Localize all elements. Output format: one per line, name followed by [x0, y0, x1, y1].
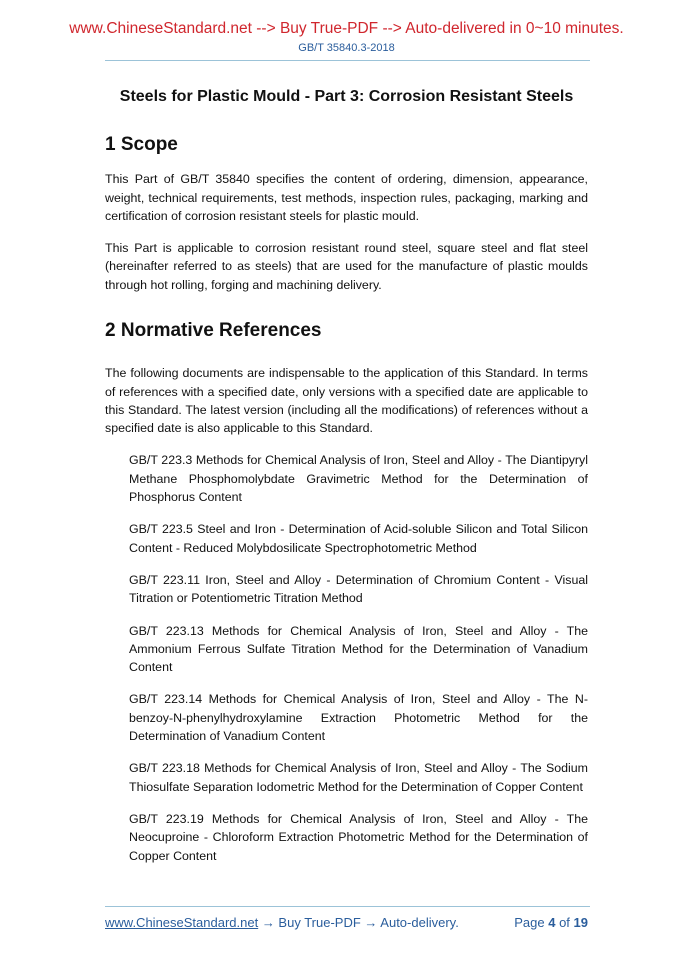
header-divider	[105, 60, 590, 61]
reference-item: GB/T 223.19 Methods for Chemical Analysis of Iron, Steel and Alloy - The Neocuproine - Chloroform Extraction Photometric Method for the Determination of Copper Content	[129, 811, 588, 863]
section-heading: 1 Scope	[105, 134, 178, 155]
footer	[105, 915, 588, 930]
footer-text: → Buy True-PDF → Auto-delivery.	[258, 915, 459, 930]
paragraph: This Part is applicable to corrosion resistant round steel, square steel and flat steel (hereinafter referred to as steels) that are used for the manufacture of plastic moulds through hot rolling, forging and machining delivery.	[105, 241, 588, 292]
section-normative-references	[105, 322, 588, 879]
of-word: of	[559, 915, 570, 930]
header-standard-code: GB/T 35840.3-2018	[298, 42, 395, 54]
reference-item: GB/T 223.14 Methods for Chemical Analysis of Iron, Steel and Alloy - The N-benzoy-N-phenylhydroxylamine Extraction Photometric Method for the Determination of Vanadium Content	[129, 692, 588, 744]
footer-link[interactable]: www.ChineseStandard.net	[105, 915, 259, 930]
document-title: Steels for Plastic Mould - Part 3: Corrosion Resistant Steels	[119, 88, 574, 105]
footer-divider	[105, 906, 590, 907]
page-word: Page	[514, 915, 545, 930]
page-indicator	[514, 915, 588, 930]
section-heading: 2 Normative References	[105, 320, 322, 341]
reference-item: GB/T 223.13 Methods for Chemical Analysis of Iron, Steel and Alloy - The Ammonium Ferrous Sulfate Titration Method for the Determination of Vanadium Content	[129, 623, 588, 675]
paragraph: The following documents are indispensable to the application of this Standard. In terms of references with a specified date, only versions with a specified date are applicable to this Standard. The latest version (including all the modifications) of references without a specified date is also applicable to this Standard.	[105, 366, 588, 436]
current-page: 4	[548, 915, 556, 930]
reference-item: GB/T 223.11 Iron, Steel and Alloy - Determination of Chromium Content - Visual Titration or Potentiometric Titration Method	[129, 572, 588, 606]
reference-item: GB/T 223.18 Methods for Chemical Analysis of Iron, Steel and Alloy - The Sodium Thiosulfate Separation Iodometric Method for the Determination of Copper Content	[129, 761, 588, 794]
paragraph: This Part of GB/T 35840 specifies the content of ordering, dimension, appearance, weight, technical requirements, test methods, inspection rules, packaging, marking and certification of corrosion resistant steels for plastic mould.	[105, 172, 588, 223]
promo-banner[interactable]: www.ChineseStandard.net --> Buy True-PDF --> Auto-delivered in 0~10 minutes.	[69, 20, 624, 37]
reference-item: GB/T 223.3 Methods for Chemical Analysis of Iron, Steel and Alloy - The Diantipyryl Methane Phosphomolybdate Gravimetric Method for the Determination of Phosphorus Content	[129, 453, 588, 505]
total-pages: 19	[573, 915, 588, 930]
section-scope	[105, 136, 588, 308]
reference-item: GB/T 223.5 Steel and Iron - Determination of Acid-soluble Silicon and Total Silicon Content - Reduced Molybdosilicate Spectrophotometric Method	[129, 522, 588, 555]
